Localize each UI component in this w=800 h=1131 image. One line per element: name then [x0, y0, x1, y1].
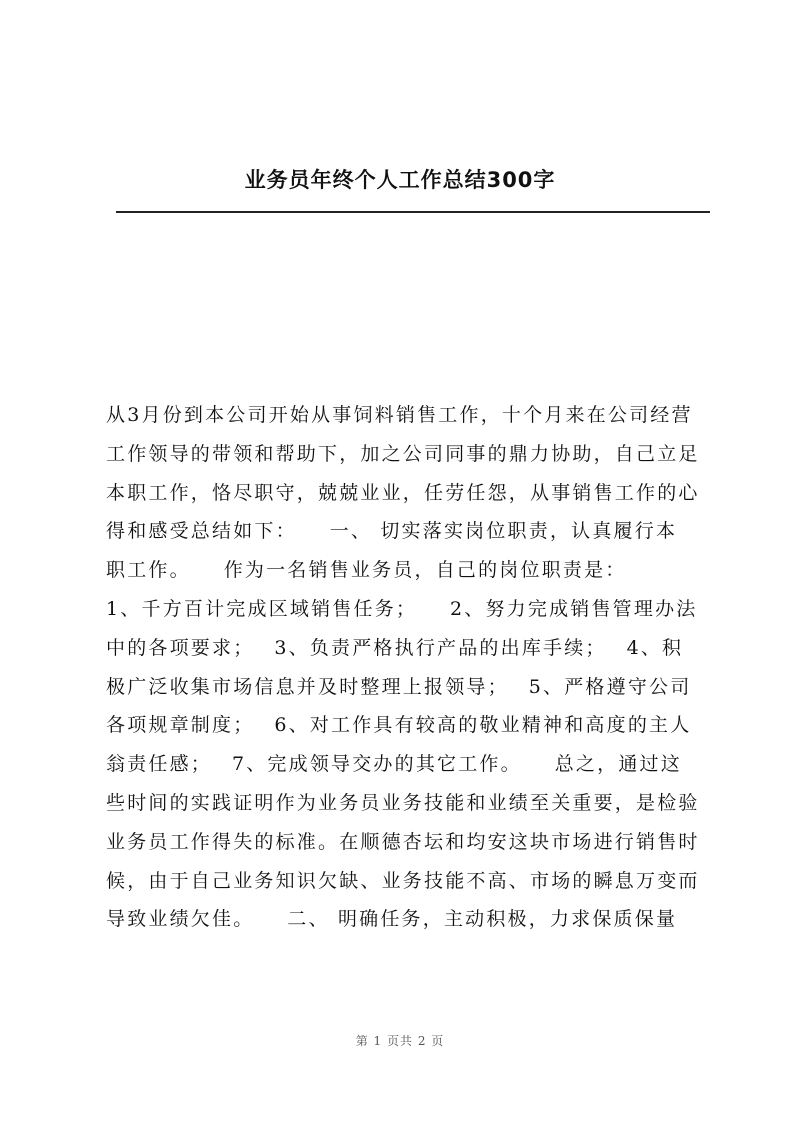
- body-line: 些时间的实践证明作为业务员业务技能和业绩至关重要，是检验: [106, 791, 700, 814]
- body-line: 工作领导的带领和帮助下，加之公司同事的鼎力协助，自己立足: [106, 442, 700, 465]
- body-line: 职工作。 作为一名销售业务员，自己的岗位职责是：: [106, 559, 627, 582]
- body-line: 各项规章制度； 6、对工作具有较高的敬业精神和高度的主人: [106, 714, 692, 737]
- body-line: 候，由于自己业务知识欠缺、业务技能不高、市场的瞬息万变而: [106, 869, 700, 892]
- body-line: 导致业绩欠佳。 二、 明确任务，主动积极，力求保质保量: [106, 908, 678, 931]
- body-line: 中的各项要求； 3、负责严格执行产品的出库手续； 4、积: [106, 636, 684, 659]
- body-line: 从3月份到本公司开始从事饲料销售工作，十个月来在公司经营: [106, 404, 693, 426]
- body-line: 业务员工作得失的标准。在顺德杏坛和均安这块市场进行销售时: [106, 830, 700, 853]
- body-line: 翁责任感； 7、完成领导交办的其它工作。 总之，通过这: [106, 753, 682, 776]
- page-number-footer: 第 1 页共 2 页: [355, 1034, 445, 1048]
- document-title: 业务员年终个人工作总结300字: [244, 168, 556, 192]
- body-line: 得和感受总结如下： 一、 切实落实岗位职责，认真履行本: [106, 520, 678, 543]
- body-line: 极广泛收集市场信息并及时整理上报领导； 5、严格遵守公司: [106, 675, 692, 698]
- body-line: 1、千方百计完成区域销售任务； 2、努力完成销售管理办法: [106, 597, 698, 620]
- title-underline: [116, 211, 710, 213]
- document-body: [106, 396, 712, 939]
- body-line: 本职工作，恪尽职守，兢兢业业，任劳任怨，从事销售工作的心: [106, 481, 700, 504]
